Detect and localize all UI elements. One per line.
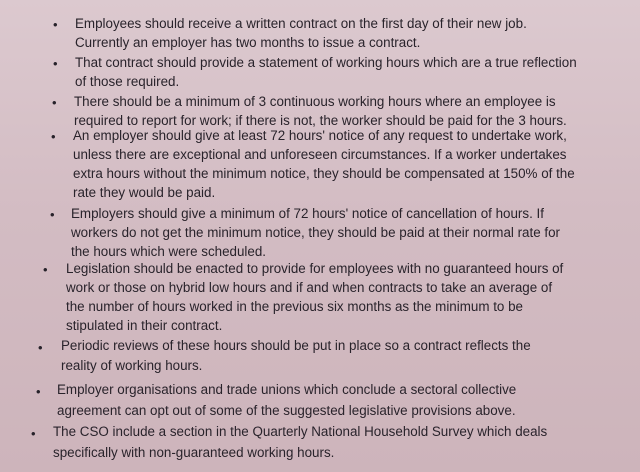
bullet-icon: • — [50, 207, 55, 222]
bullet-text-line: work or those on hybrid low hours and if and when contracts to take an average of — [66, 280, 553, 295]
bullet-item — [0, 55, 640, 91]
bullet-text-line: There should be a minimum of 3 continuous working hours where an employee is — [74, 94, 556, 109]
bullet-text-line: agreement can opt out of some of the suggested legislative provisions above. — [57, 403, 516, 418]
bullet-icon: • — [51, 129, 56, 144]
bullet-item — [0, 424, 640, 464]
bullet-text-line: rate they would be paid. — [73, 185, 216, 200]
bullet-icon: • — [43, 262, 48, 277]
bullet-icon: • — [31, 426, 36, 441]
bullet-item — [0, 261, 640, 337]
bullet-text-line: That contract should provide a statement of working hours which are a true reflection — [75, 55, 577, 70]
bullet-icon: • — [36, 384, 41, 399]
bullet-item — [0, 382, 640, 418]
bullet-text-line: of those required. — [75, 74, 180, 89]
bullet-text-line: unless there are exceptional and unforeseen circumstances. If a worker undertakes — [73, 147, 567, 162]
bullet-text-line: Currently an employer has two months to issue a contract. — [75, 35, 421, 50]
bullet-text-line: The CSO include a section in the Quarterly National Household Survey which deals — [53, 424, 548, 439]
bullet-item — [0, 16, 640, 52]
bullet-text-line: Periodic reviews of these hours should be put in place so a contract reflects the — [61, 338, 531, 353]
bullet-text-line: required to report for work; if there is not, the worker should be paid for the 3 hours. — [74, 113, 567, 128]
bullet-text-line: stipulated in their contract. — [66, 318, 223, 333]
bullet-text-line: Employees should receive a written contract on the first day of their new job. — [75, 16, 527, 31]
bullet-icon: • — [52, 95, 57, 110]
bullet-icon: • — [53, 17, 58, 32]
bullet-text-line: the hours which were scheduled. — [71, 244, 267, 259]
bullet-text-line: reality of working hours. — [61, 358, 203, 373]
bullet-item — [0, 94, 640, 130]
bullet-text-line: the number of hours worked in the previous six months as the minimum to be — [66, 299, 523, 314]
bullet-text-line: An employer should give at least 72 hours' notice of any request to undertake work, — [73, 128, 567, 143]
bullet-item — [0, 206, 640, 262]
bullet-icon: • — [53, 56, 58, 71]
bullet-item — [0, 128, 640, 204]
bullet-text-line: Legislation should be enacted to provide for employees with no guaranteed hours of — [66, 261, 564, 276]
bullet-text-line: Employer organisations and trade unions which conclude a sectoral collective — [57, 382, 517, 397]
bullet-text-line: workers do not get the minimum notice, they should be paid at their normal rate for — [71, 225, 561, 240]
bullet-icon: • — [38, 340, 43, 355]
bullet-text-line: extra hours without the minimum notice, they should be compensated at 150% of the — [73, 166, 575, 181]
bullet-text-line: Employers should give a minimum of 72 hours' notice of cancellation of hours. If — [71, 206, 544, 221]
bullet-text-line: specifically with non-guaranteed working hours. — [53, 445, 335, 460]
bullet-item — [0, 338, 640, 374]
